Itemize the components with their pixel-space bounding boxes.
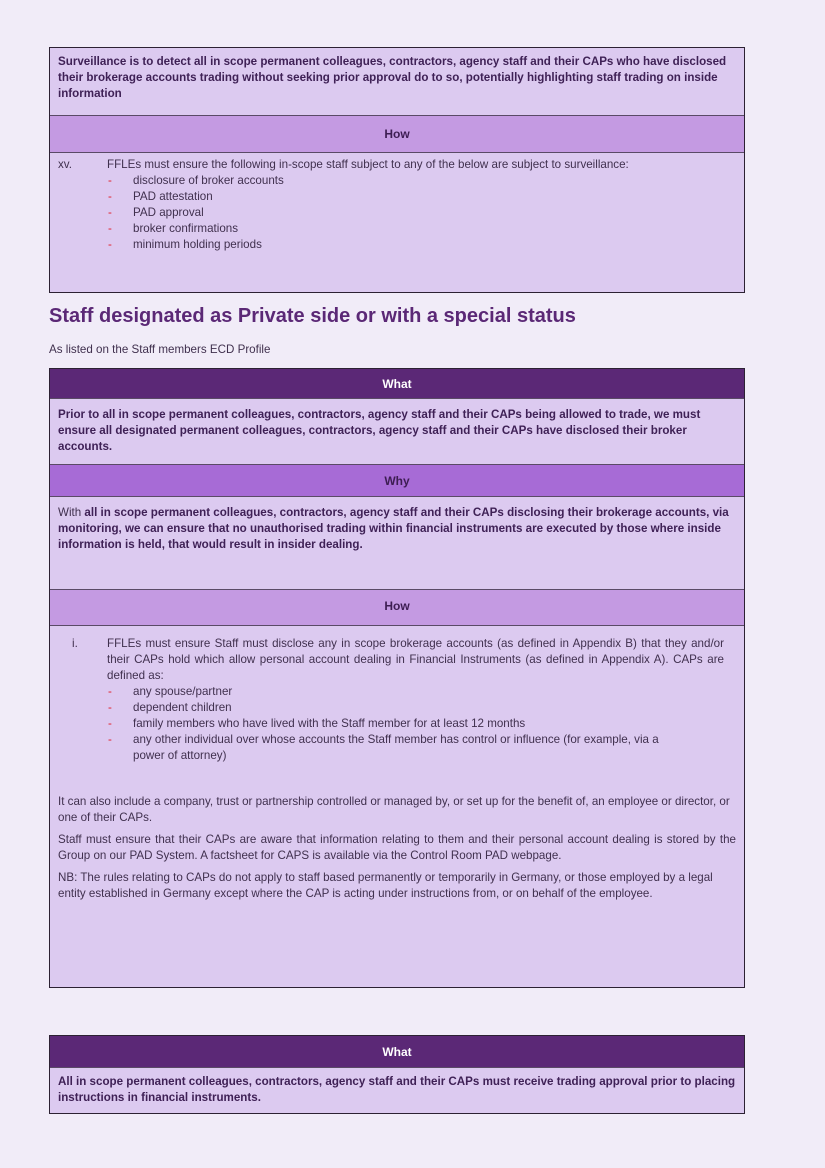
how-header-label: How bbox=[384, 127, 410, 141]
bullet-item bbox=[50, 716, 744, 732]
how-paragraphs bbox=[50, 764, 744, 902]
list-number: xv. bbox=[58, 158, 72, 171]
what-header-label: What bbox=[382, 1045, 412, 1059]
paragraph: Staff must ensure that their CAPs are aware that information relating to them and their personal account dealing is stored by the Group on our PAD System. A factsheet for CAPS is available via the Control Room PAD webpage. bbox=[58, 833, 736, 862]
trading-approval-table bbox=[49, 1035, 745, 1114]
paragraph: It can also include a company, trust or partnership controlled or managed by, or set up for the benefit of, an employee or director, or one of their CAPs. bbox=[58, 795, 730, 824]
what-text: All in scope permanent colleagues, contractors, agency staff and their CAPs must receive trading approval prior to placing instructions in financial instruments. bbox=[58, 1075, 736, 1104]
how-header bbox=[50, 116, 744, 153]
list-item bbox=[50, 157, 744, 173]
what-text: Prior to all in scope permanent colleagues, contractors, agency staff and their CAPs being allowed to trade, we must ensure all designated permanent colleagues, contractors, agency staff and their CAPs have disclosed their broker accounts. bbox=[58, 408, 701, 453]
bullet-text: PAD approval bbox=[133, 206, 204, 219]
paragraph: NB: The rules relating to CAPs do not apply to staff based permanently or temporarily in Germany, or those employed by a legal entity established in Germany except where the CAP is acting under instructions from, or on behalf of the employee. bbox=[58, 871, 713, 900]
bullet-dash: - bbox=[108, 238, 112, 251]
list-item-text: FFLEs must ensure the following in-scope staff subject to any of the below are subject to surveillance: bbox=[107, 158, 629, 171]
bullet-dash: - bbox=[108, 685, 112, 698]
bullet-text: family members who have lived with the Staff member for at least 12 months bbox=[133, 717, 526, 730]
bullet-item bbox=[50, 684, 744, 700]
surveillance-how-cell bbox=[50, 153, 744, 292]
list-item bbox=[50, 636, 744, 684]
what-cell bbox=[50, 1068, 744, 1113]
private-side-table bbox=[49, 368, 745, 988]
bullet-text: any spouse/partner bbox=[133, 685, 233, 698]
bullet-item bbox=[50, 700, 744, 716]
list-number: i. bbox=[72, 637, 78, 650]
bullet-dash: - bbox=[108, 174, 112, 187]
bullet-dash: - bbox=[108, 701, 112, 714]
how-header bbox=[50, 590, 744, 626]
bullet-text: broker confirmations bbox=[133, 222, 239, 235]
why-text: all in scope permanent colleagues, contractors, agency staff and their CAPs disclosing their brokerage accounts, via monitoring, we can ensure that no unauthorised trading within financial instruments are executed by those where inside information is held, that would result in insider dealing. bbox=[58, 506, 729, 551]
why-header bbox=[50, 465, 744, 497]
section-subtitle: As listed on the Staff members ECD Profile bbox=[49, 343, 271, 356]
what-cell bbox=[50, 399, 744, 465]
bullet-item bbox=[50, 189, 744, 205]
bullet-text: minimum holding periods bbox=[133, 238, 262, 251]
why-prefix: With bbox=[58, 506, 82, 519]
surveillance-intro-text: Surveillance is to detect all in scope permanent colleagues, contractors, agency staff and their CAPs who have disclosed their brokerage accounts trading without seeking prior approval do to so, potentially highlighting staff trading on inside information bbox=[58, 55, 727, 100]
surveillance-intro-cell bbox=[50, 48, 744, 116]
list-item-text: FFLEs must ensure Staff must disclose any in scope brokerage accounts (as defined in Appendix B) that they and/or their CAPs hold which allow personal account dealing in Financial Instruments (as defined in Appendix A). CAPs are defined as: bbox=[107, 637, 724, 682]
why-cell bbox=[50, 497, 744, 590]
what-header bbox=[50, 1036, 744, 1068]
how-cell bbox=[50, 626, 744, 987]
bullet-dash: - bbox=[108, 206, 112, 219]
bullet-dash: - bbox=[108, 190, 112, 203]
bullet-text: PAD attestation bbox=[133, 190, 213, 203]
what-header-label: What bbox=[382, 377, 412, 391]
bullet-item bbox=[50, 237, 744, 253]
bullet-dash: - bbox=[108, 717, 112, 730]
bullet-item bbox=[50, 732, 744, 764]
what-header bbox=[50, 369, 744, 399]
bullet-item bbox=[50, 173, 744, 189]
bullet-dash: - bbox=[108, 733, 112, 746]
why-header-label: Why bbox=[384, 474, 410, 488]
bullet-text: dependent children bbox=[133, 701, 232, 714]
surveillance-table bbox=[49, 47, 745, 293]
how-header-label: How bbox=[384, 599, 410, 613]
bullet-dash: - bbox=[108, 222, 112, 235]
bullet-item bbox=[50, 221, 744, 237]
bullet-text: disclosure of broker accounts bbox=[133, 174, 284, 187]
section-title: Staff designated as Private side or with a special status bbox=[49, 305, 576, 327]
bullet-item bbox=[50, 205, 744, 221]
bullet-text: any other individual over whose accounts the Staff member has control or influence (for example, via a power of attorney) bbox=[133, 733, 659, 762]
